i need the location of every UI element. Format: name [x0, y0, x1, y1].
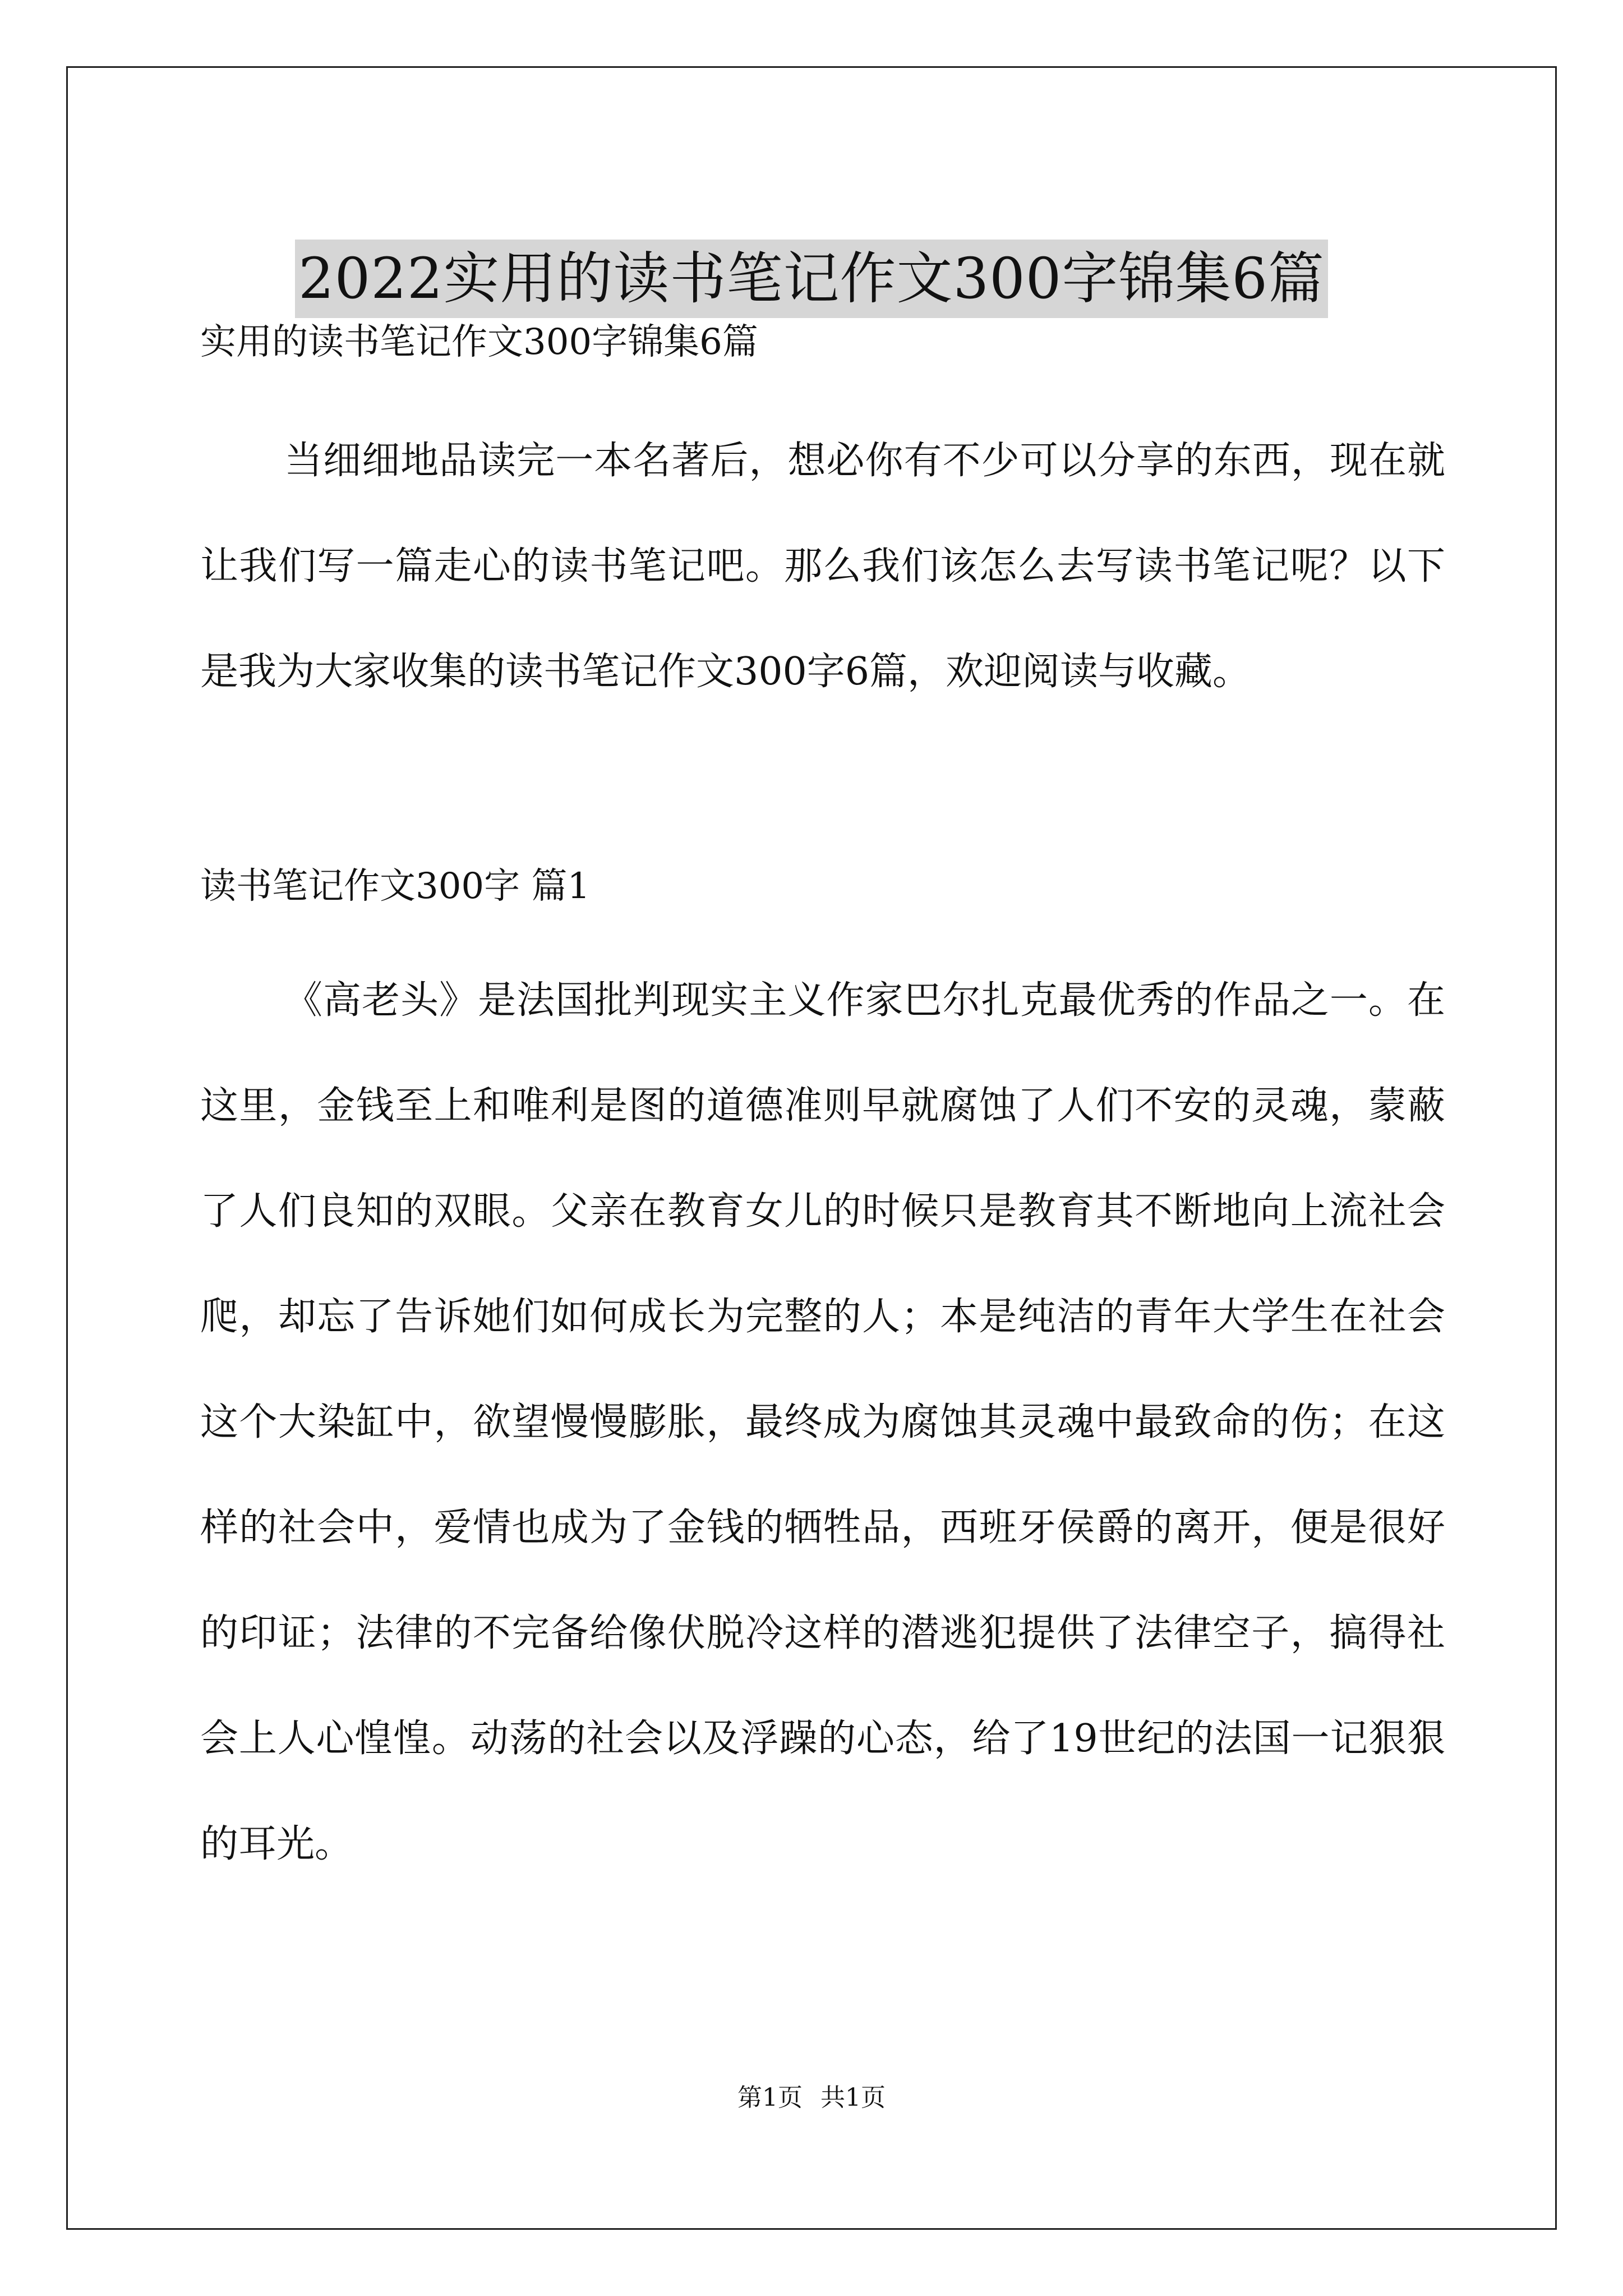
document-title: 2022实用的读书笔记作文300字锦集6篇 — [295, 240, 1328, 318]
page-number-current: 第1页 — [737, 2083, 803, 2112]
intro-paragraph: 当细细地品读完一本名著后，想必你有不少可以分享的东西，现在就让我们写一篇走心的读书笔记吧。那么我们该怎么去写读书笔记呢？以下是我为大家收集的读书笔记作文300字6篇，欢迎阅读与收藏。 — [200, 439, 1445, 694]
document-subtitle: 实用的读书笔记作文300字锦集6篇 — [200, 321, 758, 363]
page-footer — [0, 2081, 1623, 2115]
section-paragraph: 《高老头》是法国批判现实主义作家巴尔扎克最优秀的作品之一。在这里，金钱至上和唯利是图的道德准则早就腐蚀了人们不安的灵魂，蒙蔽了人们良知的双眼。父亲在教育女儿的时候只是教育其不断地向上流社会爬，却忘了告诉她们如何成长为完整的人；本是纯洁的青年大学生在社会这个大染缸中，欲望慢慢膨胀，最终成为腐蚀其灵魂中最致命的伤；在这样的社会中，爱情也成为了金钱的牺牲品，西班牙侯爵的离开，便是很好的印证；法律的不完备给像伏脱冷这样的潜逃犯提供了法律空子，搞得社会上人心惶惶。动荡的社会以及浮躁的心态，给了19世纪的法国一记狠狠的耳光。 — [200, 978, 1445, 1866]
section-heading: 读书笔记作文300字 篇1 — [200, 866, 591, 907]
page-number-total: 共1页 — [820, 2083, 886, 2112]
document-body — [200, 314, 1445, 1897]
